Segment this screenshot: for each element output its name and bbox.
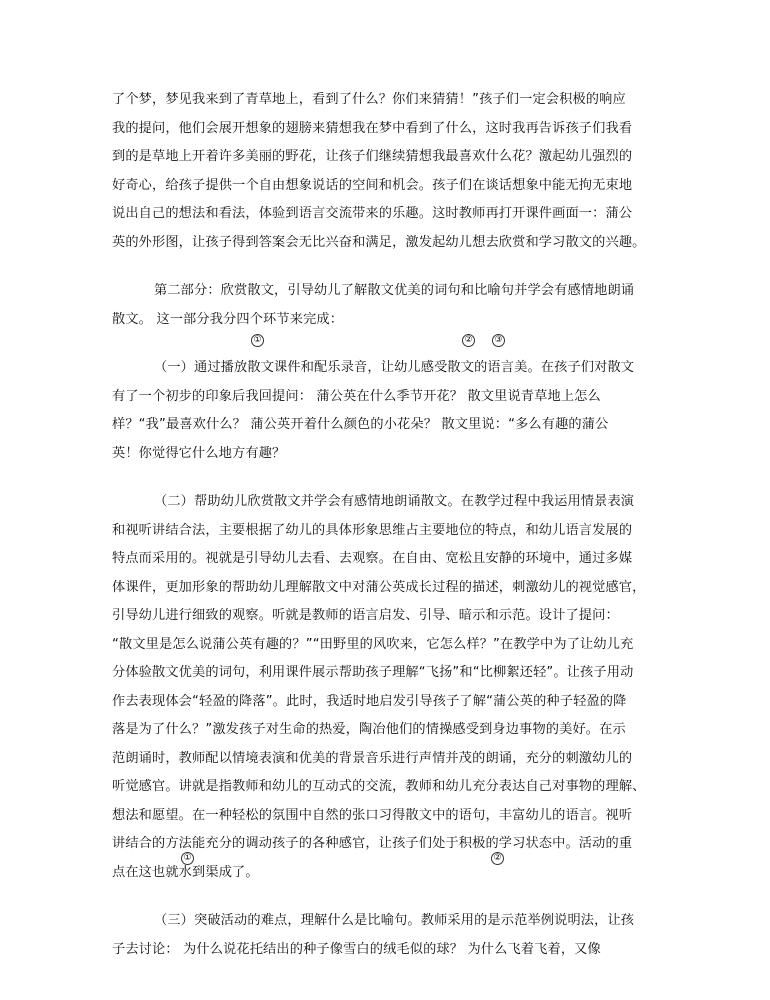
text-line: （二）帮助幼儿欣赏散文并学会有感情地朗诵散文。在教学过程中我运用情景表演 [154, 494, 635, 509]
text-line: 英的外形图，让孩子得到答案会无比兴奋和满足，激发起幼儿想去欣赏和学习散文的兴趣。 [112, 234, 646, 250]
circled-number-marker: ① [251, 334, 264, 347]
document-body [112, 86, 668, 984]
text-line: 范朗诵时，教师配以情境表演和优美的背景音乐进行声情并茂的朗诵，充分的刺激幼儿的 [112, 750, 633, 766]
text-line: 和视听讲结合法，主要根据了幼儿的具体形象思维占主要地位的特点，和幼儿语言发展的 [112, 522, 633, 538]
text-line: 引导幼儿进行细致的观察。听就是教师的语言启发、引导、暗示和示范。设计了提问： [112, 608, 619, 623]
circled-number-marker: ② [491, 852, 504, 865]
text-line: 第二部分：欣赏散文，引导幼儿了解散文优美的词句和比喻句并学会有感情地朗诵 [154, 283, 635, 298]
text-line: 落是为了什么？”激发孩子对生命的热爱，陶冶他们的情操感受到身边事物的美好。在示 [112, 722, 626, 737]
circled-number-marker: ② [462, 334, 475, 347]
text-line: 体课件，更加形象的帮助幼儿理解散文中对蒲公英成长过程的描述，刺激幼儿的视觉感官， [112, 579, 646, 595]
text-line: 分体验散文优美的词句，利用课件展示帮助孩子理解“飞扬”和“比柳絮还轻”。让孩子用动 [112, 665, 634, 680]
text-line: 我的提问，他们会展开想象的翅膀来猜想我在梦中看到了什么，这时我再告诉孩子们我看 [112, 120, 633, 136]
text-line: （三）突破活动的难点，理解什么是比喻句。教师采用的是示范举例说明法，让孩 [154, 913, 635, 928]
text-line: 讲结合的方法能充分的调动孩子的各种感官，让孩子们处于积极的学习状态中。活动的重 [112, 836, 633, 851]
paragraph-2 [112, 277, 668, 334]
text-line: 了个梦，梦见我来到了青草地上，看到了什么？你们来猜猜！”孩子们一定会积极的响应 [112, 92, 626, 107]
text-line: “散文里是怎么说蒲公英有趣的？”“田野里的风吹来，它怎么样？”在教学中为了让幼儿充 [112, 636, 634, 652]
paragraph-4 [112, 488, 668, 887]
text-line: 想法和愿望。在一种轻松的氛围中自然的张口习得散文中的语句，丰富幼儿的语言。视听 [112, 807, 633, 823]
text-line: 点在这也就水到渠成了。 [112, 864, 259, 880]
text-line: 说出自己的想法和看法，体验到语言交流带来的乐趣。这时教师再打开课件画面一：蒲公 [112, 206, 633, 221]
text-line: 散文。 这一部分我分四个环节来完成： [112, 311, 344, 327]
text-line: 特点而采用的。视就是引导幼儿去看、去观察。在自由、宽松且安静的环境中，通过多媒 [112, 551, 633, 566]
paragraph-3 [112, 354, 668, 468]
text-line: （一）通过播放散文课件和配乐录音，让幼儿感受散文的语言美。在孩子们对散文 [154, 360, 635, 375]
text-line: 英！你觉得它什么地方有趣？ [112, 445, 286, 461]
text-line: 子去讨论： 为什么说花托结出的种子像雪白的绒毛似的球？ 为什么飞着飞着，又像 [112, 941, 601, 957]
text-line: 有了一个初步的印象后我回提问： 蒲公英在什么季节开花？ 散文里说青草地上怎么 [112, 388, 601, 404]
text-line: 好奇心，给孩子提供一个自由想象说话的空间和机会。孩子们在谈话想象中能无拘无束地 [112, 177, 633, 193]
text-line: 样？“我”最喜欢什么？ 蒲公英开着什么颜色的小花朵？ 散文里说：“多么有趣的蒲公 [112, 417, 609, 432]
text-line: 作去表现体会“轻盈的降落”。此时，我适时地启发引导孩子了解“蒲公英的种子轻盈的降 [112, 693, 627, 709]
text-line: 听觉感官。讲就是指教师和幼儿的互动式的交流，教师和幼儿充分表达自己对事物的理解、 [112, 779, 646, 794]
paragraph-5 [112, 907, 668, 964]
paragraph-1 [112, 86, 668, 257]
text-line: 到的是草地上开着许多美丽的野花，让孩子们继续猜想我最喜欢什么花？激起幼儿强烈的 [112, 149, 633, 164]
circled-number-marker: ③ [492, 334, 505, 347]
circled-number-marker: ① [181, 852, 194, 865]
